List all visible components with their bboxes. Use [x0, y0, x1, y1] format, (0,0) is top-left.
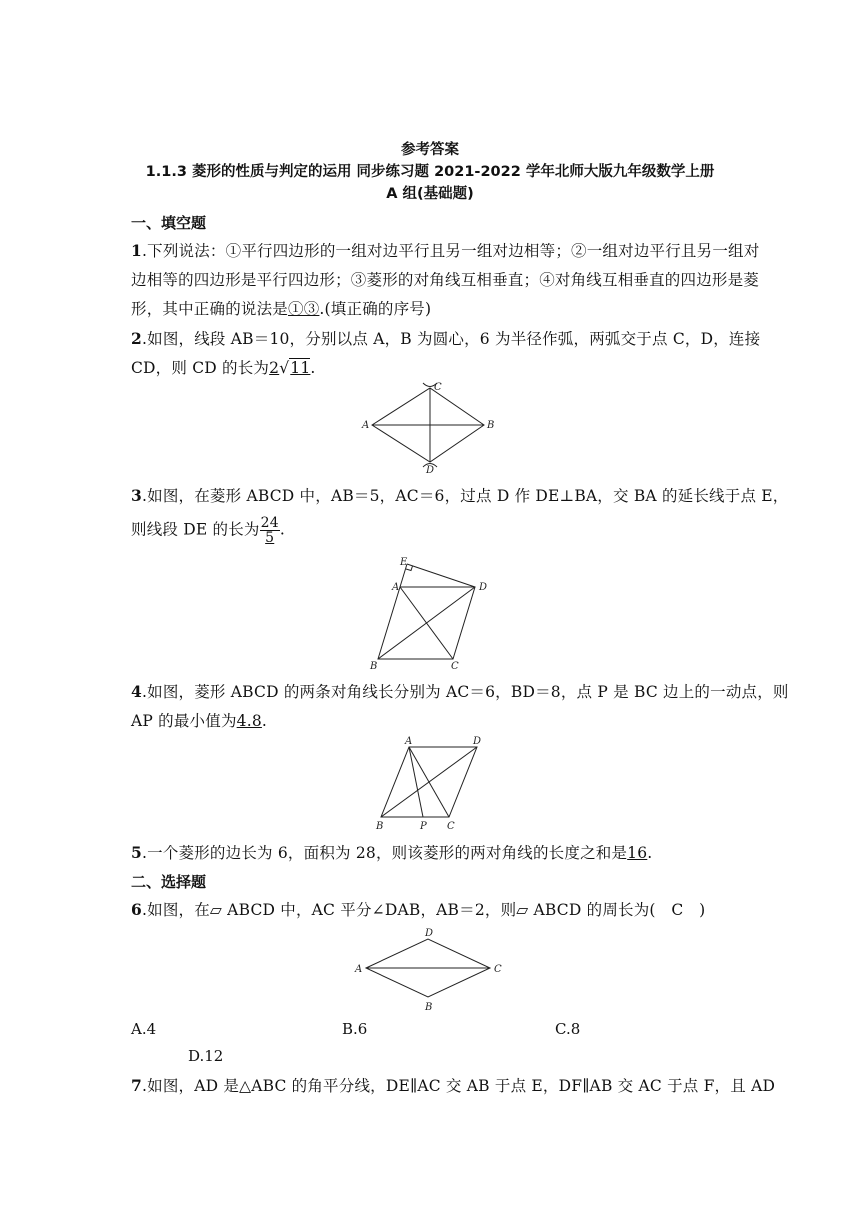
q1-answer: ①③: [288, 300, 320, 318]
q1-number: 1: [131, 241, 142, 260]
q5-text-1: .一个菱形的边长为 6，面积为 28，则该菱形的两对角线的长度之和是: [142, 844, 628, 862]
q6-line-1: [131, 898, 731, 920]
q4-text-2-post: .: [261, 712, 268, 730]
q5-text-1-post: .: [647, 844, 653, 862]
q1-text-3-post: .(填正确的序号): [319, 300, 432, 318]
q4-label-c: C: [447, 821, 455, 832]
q4-label-b: B: [376, 821, 384, 832]
q2-text-1: .如图，线段 AB＝10，分别以点 A，B 为圆心，6 为半径作弧，两弧交于点 C，D，连接: [142, 330, 761, 348]
q6-option-b: B.6: [342, 1020, 368, 1038]
q3-label-e: E: [400, 557, 408, 568]
q3-label-a: A: [392, 582, 400, 593]
q5-number: 5: [131, 843, 142, 862]
q4-label-d: D: [473, 736, 482, 747]
q3-answer-numerator: 24: [260, 515, 279, 531]
q2-figure: [360, 380, 500, 476]
q6-label-a: A: [355, 964, 363, 975]
q7-text-1: .如图，AD 是△ABC 的角平分线，DE∥AC 交 AB 于点 E，DF∥AB 交 AC 于点 F，且 AD: [142, 1077, 776, 1095]
q2-line-1: [131, 327, 761, 349]
q2-answer-radicand: 11: [290, 359, 311, 377]
q2-line-2: [131, 356, 731, 378]
q4-text-1: .如图，菱形 ABCD 的两条对角线长分别为 AC＝6，BD＝8，点 P 是 BC 边上的一动点，则: [142, 683, 789, 701]
q3-diagonal-bd: [378, 587, 475, 659]
q1-line-3: [131, 297, 731, 319]
q3-answer-denominator: 5: [265, 530, 275, 546]
q6-figure: [350, 925, 510, 1015]
q2-text-2-post: .: [310, 359, 316, 377]
q4-segment-ap: [409, 747, 423, 817]
q3-label-b: B: [370, 661, 378, 672]
q2-answer-coef: 2: [269, 359, 280, 377]
q3-segment-de: [407, 564, 475, 587]
q6-option-a: A.4: [131, 1020, 157, 1038]
q4-figure: [365, 733, 495, 833]
q6-option-d: D.12: [188, 1047, 224, 1065]
q7-number: 7: [131, 1076, 142, 1095]
q2-label-c: C: [434, 382, 442, 393]
page-subtitle: 1.1.3 菱形的性质与判定的运用 同步练习题 2021-2022 学年北师大版九年级数学上册: [145, 164, 715, 180]
q2-label-d: D: [426, 465, 435, 476]
q6-number: 6: [131, 900, 142, 919]
page-title: 参考答案: [401, 142, 459, 158]
q4-line-2: [131, 709, 731, 731]
q3-text-2-post: .: [279, 520, 285, 539]
q2-label-b: B: [487, 420, 495, 431]
q3-number: 3: [131, 486, 142, 505]
q6-text-1: .如图，在▱ ABCD 中，AC 平分∠DAB，AB＝2，则▱ ABCD 的周长为( C ): [142, 901, 706, 919]
q5-answer: 16: [627, 844, 648, 862]
q4-label-a: A: [405, 736, 413, 747]
q4-text-2: AP 的最小值为: [131, 712, 237, 730]
q1-text-3: 形，其中正确的说法是: [131, 300, 289, 318]
q3-line-2: [131, 516, 731, 545]
group-title: A 组(基础题): [386, 186, 474, 202]
q2-number: 2: [131, 329, 142, 348]
q3-line-1: [131, 484, 789, 506]
q2-text-2: CD，则 CD 的长为: [131, 359, 270, 377]
q6-label-d: D: [425, 928, 434, 939]
q3-answer-fraction: [260, 516, 280, 545]
q4-number: 4: [131, 682, 142, 701]
section-multiple-choice: 二、选择题: [131, 873, 207, 891]
q3-text-1: .如图，在菱形 ABCD 中，AB＝5，AC＝6，过点 D 作 DE⊥BA，交 BA 的延长线于点 E，: [142, 487, 789, 505]
q1-line-1: [131, 239, 760, 261]
q4-answer: 4.8: [236, 712, 262, 730]
q3-label-c: C: [451, 661, 459, 672]
q4-line-1: [131, 680, 789, 702]
q6-label-b: B: [425, 1002, 433, 1013]
q6-label-c: C: [494, 964, 502, 975]
q3-figure: [360, 555, 500, 673]
q3-text-2: 则线段 DE 的长为: [131, 520, 260, 539]
q1-text-1: .下列说法：①平行四边形的一组对边平行且另一组对边相等；②一组对边平行且另一组对: [142, 242, 760, 260]
q2-answer-sqrt-sign: √: [279, 359, 290, 377]
q5-line-1: [131, 841, 731, 863]
q1-line-2: 边相等的四边形是平行四边形；③菱形的对角线互相垂直；④对角线互相垂直的四边形是菱: [131, 271, 760, 289]
section-fill-in: 一、填空题: [131, 214, 207, 232]
q2-label-a: A: [362, 420, 370, 431]
q3-label-d: D: [479, 582, 488, 593]
q7-line-1: [131, 1074, 776, 1096]
q4-label-p: P: [420, 821, 427, 832]
q6-option-c: C.8: [555, 1020, 581, 1038]
